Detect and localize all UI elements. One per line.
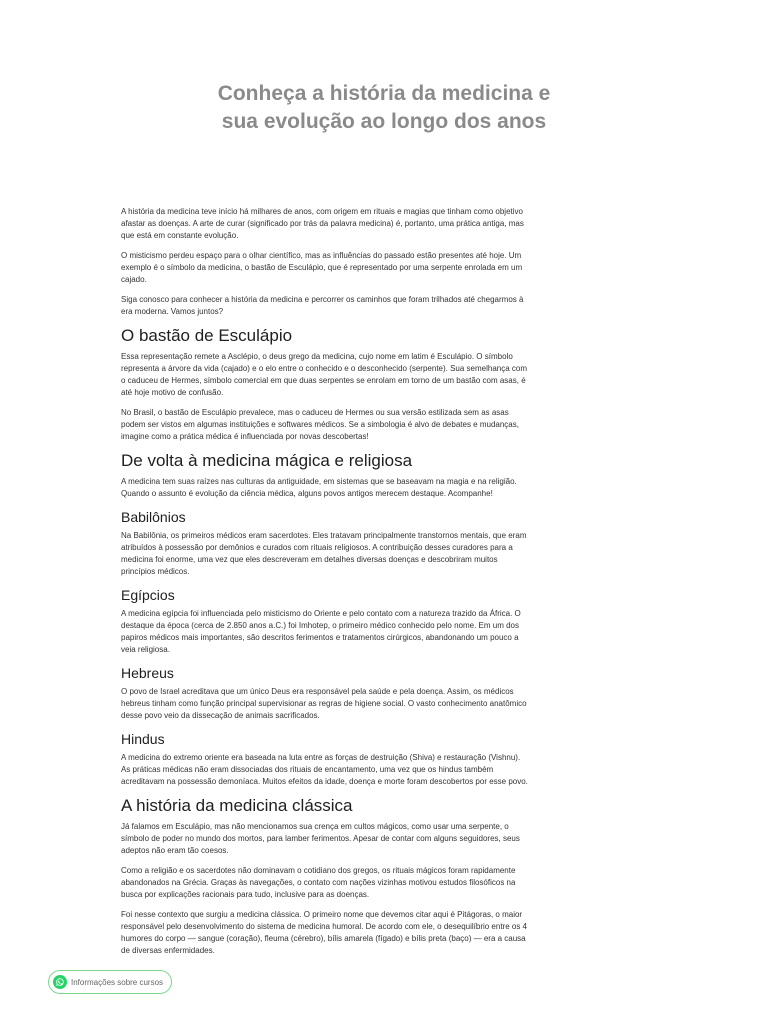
section-heading-classica: A história da medicina clássica xyxy=(121,796,353,815)
page-title-line-1: Conheça a história da medicina e xyxy=(217,82,551,105)
intro-paragraph: A história da medicina teve início há milhares de anos, com origem em rituais e magias que tinham como objetivo afastar as doenças. A arte de curar (significado por trás da palavra medicina) é, portanto, uma prática antiga, mas que está em constante evolução. xyxy=(121,207,524,240)
section-paragraph: A medicina egípcia foi influenciada pelo misticismo do Oriente e pelo contato com a natureza trazido da África. O destaque da época (cerca de 2.850 anos a.C.) foi Imhotep, o primeiro médico conhecido pelo nome. Em um dos papiros médicos mais importantes, são descritos ferimentos e tratamentos cirúrgicos, abandonando um pouco a veia religiosa. xyxy=(121,609,521,654)
section-paragraph: O povo de Israel acreditava que um único Deus era responsável pela saúde e pela doença. Assim, os médicos hebreus tinham como função principal supervisionar as regras de higiene social. O vasto conhecimento anatômico desse povo veio da dissecação de animais sacrificados. xyxy=(121,687,527,720)
section-paragraph: Como a religião e os sacerdotes não dominavam o cotidiano dos gregos, os rituais mágicos foram rapidamente abandonados na Grécia. Graças às navegações, o contato com nações vizinhas motivou estudos filosóficos na busca por explicações racionais para tudo, inclusive para as doenças. xyxy=(121,866,516,899)
section-paragraph: Essa representação remete a Asclépio, o deus grego da medicina, cujo nome em latim é Esculápio. O símbolo representa a árvore da vida (cajado) e o elo entre o conhecido e o desconhecido (serpente). Sua semelhança com o caduceu de Hermes, símbolo comercial em que duas serpentes se enrolam em torno de um bastão com asas, é até hoje motivo de confusão. xyxy=(121,352,528,397)
section-paragraph: A medicina do extremo oriente era baseada na luta entre as forças de destruição (Shiva) e restauração (Vishnu). As práticas médicas não eram dissociadas dos rituais de encantamento, uma vez que os hindus também acreditavam na possessão demoníaca. Muitos efeitos da idade, doença e morte foram descobertos por esse povo. xyxy=(121,753,528,786)
intro-paragraph: O misticismo perdeu espaço para o olhar científico, mas as influências do passado estão presentes até hoje. Um exemplo é o símbolo da medicina, o bastão de Esculápio, que é representado por uma serpente enrolada em um cajado. xyxy=(121,251,523,284)
whatsapp-icon xyxy=(53,975,67,989)
courses-info-label: Informações sobre cursos xyxy=(71,977,164,987)
page-title xyxy=(0,80,768,136)
subsection-heading-egipcios: Egípcios xyxy=(121,587,175,603)
intro-paragraph: Siga conosco para conhecer a história da medicina e percorrer os caminhos que foram trilhados até chegarmos à era moderna. Vamos juntos? xyxy=(121,295,524,316)
section-paragraph: A medicina tem suas raízes nas culturas da antiguidade, em sistemas que se baseavam na magia e na religião. Quando o assunto é evolução da ciência médica, alguns povos antigos merecem destaque. Acompanhe! xyxy=(121,477,517,498)
section-heading-bastao: O bastão de Esculápio xyxy=(121,326,293,345)
section-paragraph: No Brasil, o bastão de Esculápio prevalece, mas o caduceu de Hermes ou sua versão estilizada sem as asas podem ser vistos em algumas instituições e softwares médicos. Se a simbologia é alvo de debates e mudanças, imagine como a prática médica é influenciada por novas descobertas! xyxy=(121,408,519,441)
subsection-heading-hindus: Hindus xyxy=(121,731,165,747)
section-heading-magica: De volta à medicina mágica e religiosa xyxy=(121,451,413,470)
subsection-heading-hebreus: Hebreus xyxy=(121,665,174,681)
subsection-heading-babilonios: Babilônios xyxy=(121,509,186,525)
section-paragraph: Foi nesse contexto que surgiu a medicina clássica. O primeiro nome que devemos citar aqui é Pitágoras, o maior responsável pelo desenvolvimento do sistema de medicina humoral. De acordo com ele, o desequilíbrio entre os 4 humores do corpo — sangue (coração), fleuma (cérebro), bílis amarela (fígado) e bílis preta (baço) — era a causa de diversas enfermidades. xyxy=(121,910,528,955)
section-paragraph: Na Babilônia, os primeiros médicos eram sacerdotes. Eles tratavam principalmente transtornos mentais, que eram atribuídos à possessão por demônios e curados com rituais religiosos. A contribuição desses curadores para a medicina foi enorme, uma vez que eles descreveram em detalhes diversas doenças e descobriram muitos princípios médicos. xyxy=(121,531,527,576)
section-paragraph: Já falamos em Esculápio, mas não mencionamos sua crença em cultos mágicos, como usar uma serpente, o símbolo de poder no mundo dos mortos, para lamber ferimentos. Apesar de contar com alguns seguidores, seus adeptos não eram tão coesos. xyxy=(121,822,520,855)
article-body xyxy=(121,206,531,965)
courses-info-button[interactable] xyxy=(48,970,172,994)
page-title-line-2: sua evolução ao longo dos anos xyxy=(221,110,547,133)
